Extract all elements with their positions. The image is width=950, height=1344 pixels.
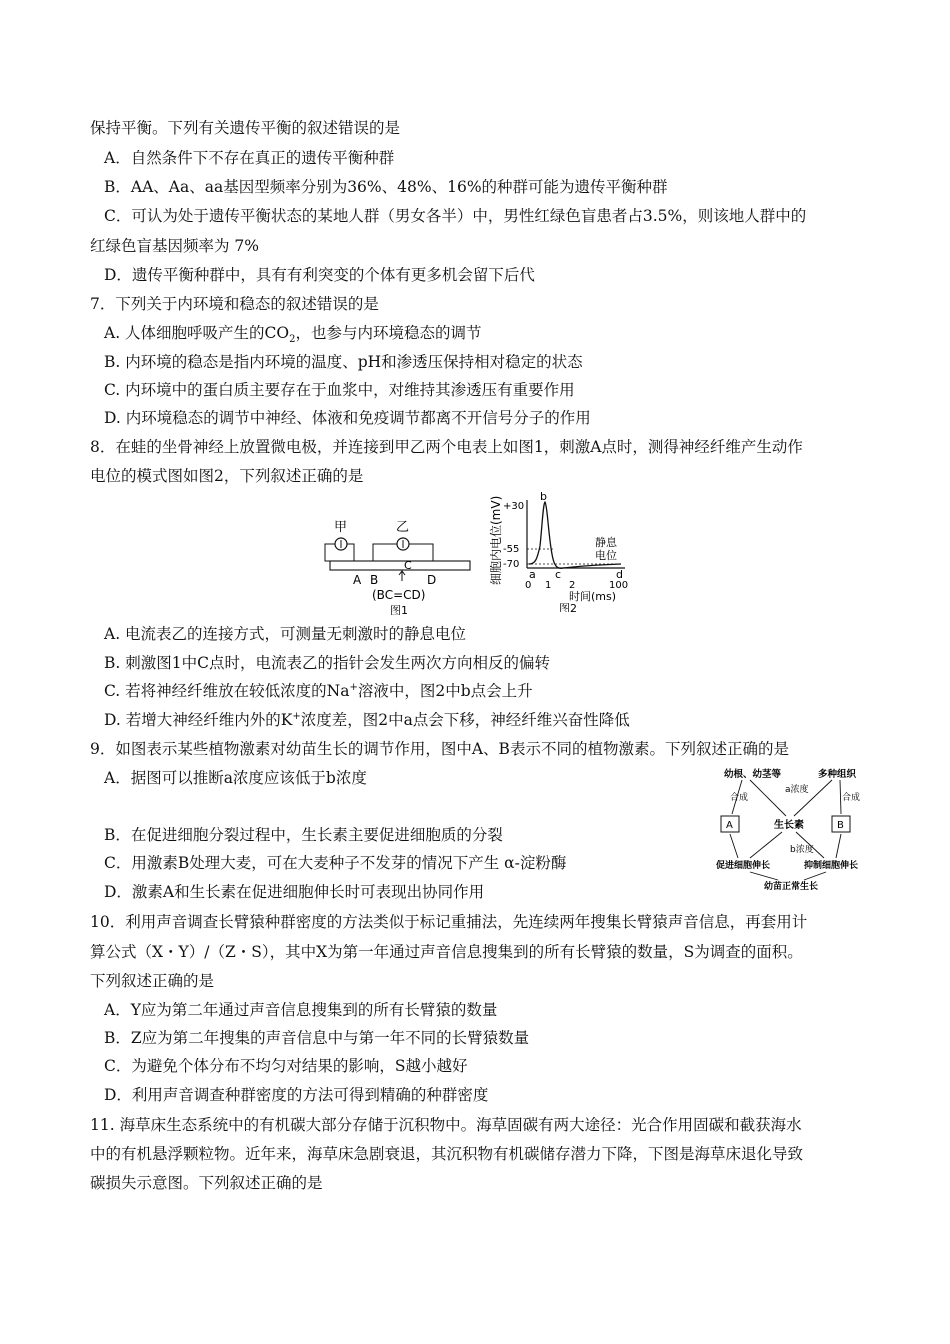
diagram-synth-b-label: 合成 <box>842 793 861 803</box>
q10-option-c: C．为避免个体分布不均匀对结果的影响，S越小越好 <box>104 1057 468 1075</box>
q8-option-a: A. 电流表乙的连接方式，可测量无刺激时的静息电位 <box>104 625 467 643</box>
q7-option-b: B. 内环境的稳态是指内环境的温度、pH和渗透压保持相对稳定的状态 <box>104 353 583 371</box>
diagram-auxin-label: 生长素 <box>774 820 804 831</box>
q7-stem: 7．下列关于内环境和稳态的叙述错误的是 <box>90 295 379 313</box>
q10-option-a: A．Y应为第二年通过声音信息搜集到的所有长臂猿的数量 <box>104 1001 498 1019</box>
point-b-label: B <box>370 573 379 587</box>
diagram-promote-label: 促进细胞伸长 <box>716 861 771 871</box>
q6-option-a: A．自然条件下不存在真正的遗传平衡种群 <box>104 149 395 167</box>
q8-option-b: B. 刺激图1中C点时，电流表乙的指针会发生两次方向相反的偏转 <box>104 654 550 672</box>
q8-stem-line2: 电位的模式图如图2，下列叙述正确的是 <box>90 467 364 485</box>
point-a-label: A <box>353 573 362 587</box>
diagram-box-b-label: B <box>837 820 844 831</box>
fig2-point-b: b <box>540 490 547 503</box>
q9-option-c: C．用激素B处理大麦，可在大麦种子不发芽的情况下产生 α-淀粉酶 <box>104 854 567 872</box>
q10-stem-line1: 10．利用声音调查长臂猿种群密度的方法类似于标记重捕法，先连续两年搜集长臂猿声音信息，再套用计 <box>90 913 808 931</box>
q11-stem-line2: 中的有机悬浮颗粒物。近年来，海草床急剧衰退，其沉积物有机碳储存潜力下降，下图是海草床退化导致 <box>90 1145 804 1163</box>
diagram-young-roots-label: 幼根、幼茎等 <box>724 769 782 780</box>
q7-option-d: D. 内环境稳态的调节中神经、体液和免疫调节都离不开信号分子的作用 <box>104 409 591 427</box>
q6-option-c-cont: 红绿色盲基因频率为 7% <box>90 237 260 255</box>
fig2-y-axis-label: 细胞内电位(mV) <box>489 495 503 585</box>
fig2-xtick-2: 2 <box>569 580 576 591</box>
meter-jia-label: 甲 <box>334 520 348 535</box>
q7-option-c: C. 内环境中的蛋白质主要存在于血浆中，对维持其渗透压有重要作用 <box>104 381 575 399</box>
q8-stem-line1: 8．在蛙的坐骨神经上放置微电极，并连接到甲乙两个电表上如图1，刺激A点时，测得神经纤维产生动作 <box>90 438 803 456</box>
diagram-a-conc-label: a浓度 <box>785 785 809 795</box>
q9-option-d: D．激素A和生长素在促进细胞伸长时可表现出协同作用 <box>104 883 485 901</box>
q8-option-c: C. 若将神经纤维放在较低浓度的Na+溶液中，图2中b点会上升 <box>104 681 533 700</box>
point-d-label: D <box>427 573 437 587</box>
diagram-normal-growth-label: 幼苗正常生长 <box>764 882 819 892</box>
q6-option-d: D．遗传平衡种群中，具有有利突变的个体有更多机会留下后代 <box>104 266 535 284</box>
meter-yi-label: 乙 <box>396 520 410 535</box>
diagram-b-conc-label: b浓度 <box>790 845 814 855</box>
diagram-synth-a-label: 合成 <box>730 793 749 803</box>
fig2-ytick-minus55: -55 <box>503 544 520 555</box>
fig2-xtick-1: 1 <box>545 580 552 591</box>
diagram-box-a-label: A <box>726 820 733 831</box>
q10-stem-line3: 下列叙述正确的是 <box>90 972 215 990</box>
fig2-point-c: c <box>555 568 562 581</box>
point-c-label: C <box>404 559 412 572</box>
meter-jia-wires <box>325 544 354 561</box>
q9-option-b: B．在促进细胞分裂过程中，生长素主要促进细胞质的分裂 <box>104 826 503 844</box>
q6-option-c: C．可认为处于遗传平衡状态的某地人群（男女各半）中，男性红绿色盲患者占3.5%，则该地人群中的 <box>104 207 807 225</box>
fig2-xtick-100: 100 <box>609 580 629 591</box>
nerve-fiber <box>330 561 470 570</box>
fig2-point-a: a <box>529 568 536 581</box>
q10-stem-line2: 算公式（X・Y）/（Z・S），其中X为第一年通过声音信息搜集到的所有长臂猿的数量，S为调查的面积。 <box>90 943 803 961</box>
q8-figure-1 <box>320 515 480 615</box>
diagram-inhibit-label: 抑制细胞伸长 <box>804 861 859 871</box>
fig2-ytick-minus70: -70 <box>503 559 520 570</box>
q8-option-d: D. 若增大神经纤维内外的K+浓度差，图2中a点会下移，神经纤维兴奋性降低 <box>104 710 630 729</box>
fig2-resting-label-2: 电位 <box>595 549 617 562</box>
fig2-ytick-plus30: +30 <box>503 501 525 512</box>
fig2-point-d: d <box>616 568 623 581</box>
q8-figure-2 <box>485 488 655 612</box>
figure-2-caption: 图2 <box>559 602 577 612</box>
q10-option-d: D．利用声音调查种群密度的方法可得到精确的种群密度 <box>104 1086 489 1104</box>
q7-option-a: A. 人体细胞呼吸产生的$CO_2$，也参与内环境稳态的调节 <box>104 324 482 346</box>
q9-stem: 9．如图表示某些植物激素对幼苗生长的调节作用，图中A、B表示不同的植物激素。下列叙述正确的是 <box>90 740 789 758</box>
q11-stem-line1: 11. 海草床生态系统中的有机碳大部分存储于沉积物中。海草固碳有两大途径：光合作用固碳和截获海水 <box>90 1116 802 1134</box>
q11-stem-line3: 碳损失示意图。下列叙述正确的是 <box>90 1174 323 1192</box>
q9-hormone-diagram <box>714 766 868 896</box>
fig2-resting-label-1: 静息 <box>595 536 617 549</box>
q10-option-b: B．Z应为第二年搜集的声音信息中与第一年不同的长臂猿数量 <box>104 1029 530 1047</box>
q6-stem-tail: 保持平衡。下列有关遗传平衡的叙述错误的是 <box>90 119 401 137</box>
q6-option-b: B．AA、Aa、aa基因型频率分别为36%、48%、16%的种群可能为遗传平衡种群 <box>104 178 668 196</box>
q9-option-a: A．据图可以推断a浓度应该低于b浓度 <box>104 769 367 787</box>
fig2-xtick-0: 0 <box>525 580 532 591</box>
fig2-x-axis-label: 时间(ms) <box>569 590 617 603</box>
diagram-tissues-label: 多种组织 <box>818 769 857 780</box>
figure-1-caption: 图1 <box>390 604 408 615</box>
bc-cd-note: (BC=CD) <box>372 588 426 602</box>
